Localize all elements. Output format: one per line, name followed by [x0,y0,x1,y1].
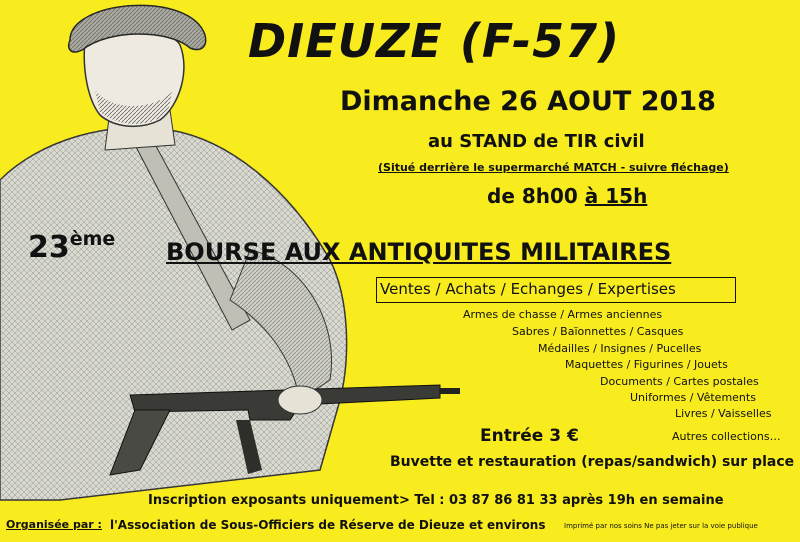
item-line: Maquettes / Figurines / Jouets [565,358,728,371]
organiser-label: Organisée par : [6,518,102,531]
organiser-name: l'Association de Sous-Officiers de Réserve de Dieuze et environs [110,518,546,532]
item-line: Livres / Vaisselles [675,407,772,420]
item-line: Documents / Cartes postales [600,375,759,388]
event-name: BOURSE AUX ANTIQUITES MILITAIRES [166,238,672,266]
item-line: Uniformes / Vêtements [630,391,756,404]
location-note: (Situé derrière le supermarché MATCH - suivre fléchage) [378,161,729,174]
entry-price: Entrée 3 € [480,426,579,446]
event-hours [487,184,647,208]
hours-start: de 8h00 [487,184,585,208]
other-collections: Autres collections… [672,430,781,443]
item-line: Armes de chasse / Armes anciennes [463,308,663,321]
edition-number [28,228,115,265]
hours-end: à 15h [584,184,648,208]
fine-print: Imprimé par nos soins Ne pas jeter sur la voie publique [564,522,758,530]
event-venue: au STAND de TIR civil [428,131,645,152]
edition-suffix: ème [69,228,116,250]
catering-info: Buvette et restauration (repas/sandwich) sur place [390,454,795,470]
item-line: Médailles / Insignes / Pucelles [538,342,702,355]
event-city-title: DIEUZE (F-57) [248,14,621,68]
item-line: Sabres / Baïonnettes / Casques [512,325,684,338]
services-line: Ventes / Achats / Echanges / Expertises [380,280,676,298]
registration-info: Inscription exposants uniquement> Tel : 03 87 86 81 33 après 19h en semaine [148,493,724,508]
event-date: Dimanche 26 AOUT 2018 [340,86,716,117]
edition-num: 23 [28,230,70,265]
